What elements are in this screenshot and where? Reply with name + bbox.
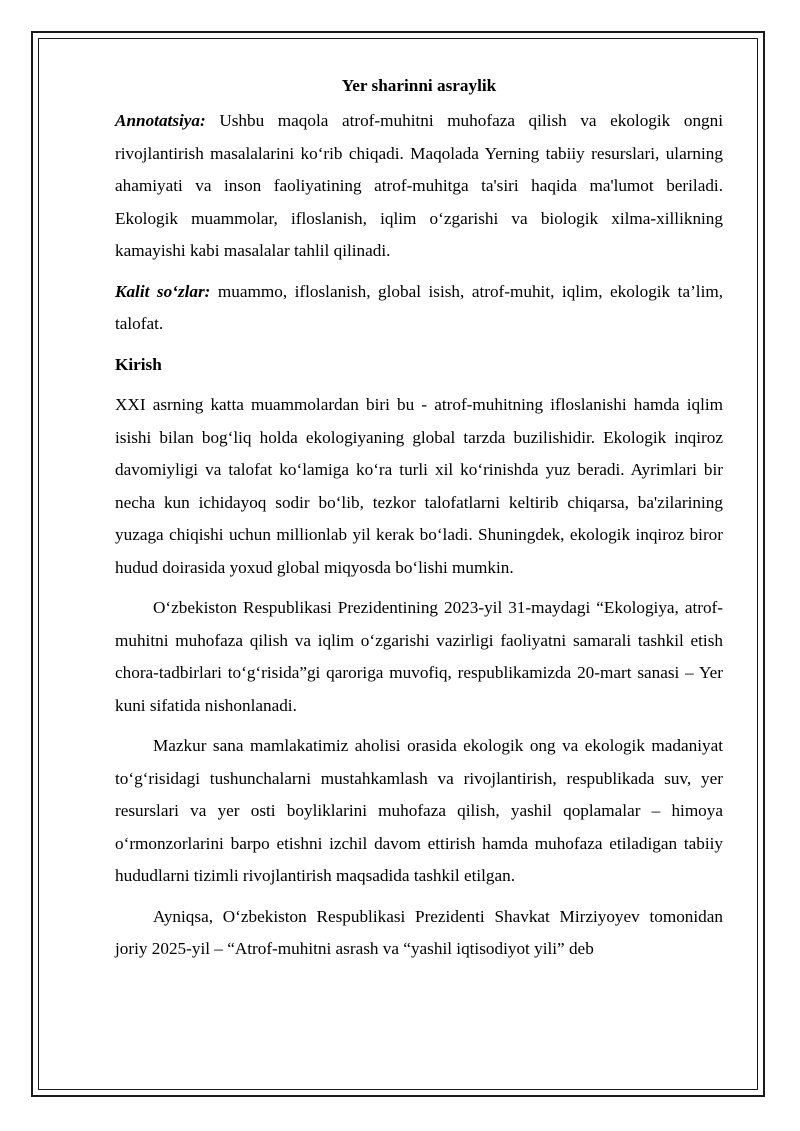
- annotation-paragraph: [115, 105, 723, 268]
- body-paragraph-2: O‘zbekiston Respublikasi Prezidentining 2023-yil 31-maydagi “Ekologiya, atrof-muhitni muhofaza qilish va iqlim o‘zgarishi vazirligi faoliyatni samarali tashkil etish chora-tadbirlari to‘g‘risida”gi qaroriga muvofiq, respublikamizda 20-mart sanasi – Yer kuni sifatida nishonlanadi.: [115, 598, 723, 715]
- body-paragraph-4: Ayniqsa, O‘zbekiston Respublikasi Prezidenti Shavkat Mirziyoyev tomonidan joriy 2025-yil – “Atrof-muhitni asrash va “yashil iqtisodiyot yili” deb: [115, 906, 723, 958]
- intro-heading: Kirish: [115, 354, 162, 374]
- keywords-text: muammo, ifloslanish, global isish, atrof-muhit, iqlim, ekologik ta’lim, talofat.: [115, 281, 724, 333]
- document-body: [115, 70, 723, 974]
- document-title: Yer sharinni asraylik: [341, 76, 497, 95]
- annotation-text: Ushbu maqola atrof-muhitni muhofaza qilish va ekologik ongni rivojlantirish masalalarini ko‘rib chiqadi. Maqolada Yerning tabiiy resurslari, ularning ahamiyati va inson faoliyatining atrof-muhitga ta'siri haqida ma'lumot beriladi. Ekologik muammolar, ifloslanish, iqlim o‘zgarishi va biologik xilma-xillikning kamayishi kabi masalalar tahlil qilinadi.: [115, 111, 723, 260]
- body-paragraph-1: XXI asrning katta muammolardan biri bu - atrof-muhitning ifloslanishi hamda iqlim isishi bilan bog‘liq holda ekologiyaning global tarzda buzilishidir. Ekologik inqiroz davomiyligi va talofat ko‘lamiga ko‘ra turli xil ko‘rinishda yuz beradi. Ayrimlari bir necha kun ichidayoq sodir bo‘lib, tezkor talofatlarni keltirib chiqarsa, ba'zilarining yuzaga chiqishi uchun millionlab yil kerak bo‘ladi. Shuningdek, ekologik inqiroz biror hudud doirasida yoxud global miqyosda bo‘lishi mumkin.: [115, 395, 723, 577]
- annotation-label: Annotatsiya:: [115, 111, 206, 130]
- body-paragraph-3: Mazkur sana mamlakatimiz aholisi orasida ekologik ong va ekologik madaniyat to‘g‘risidagi tushunchalarni mustahkamlash va rivojlantirish, respublikada suv, yer resurslari va yer osti boyliklarini muhofaza qilish, yashil qoplamalar – himoya o‘rmonzorlarini barpo etishni izchil davom ettirish hamda muhofaza etiladigan tabiiy hududlarni tizimli rivojlantirish maqsadida tashkil etilgan.: [115, 736, 723, 885]
- keywords-label: Kalit so‘zlar:: [115, 281, 211, 301]
- keywords-paragraph: [115, 276, 723, 341]
